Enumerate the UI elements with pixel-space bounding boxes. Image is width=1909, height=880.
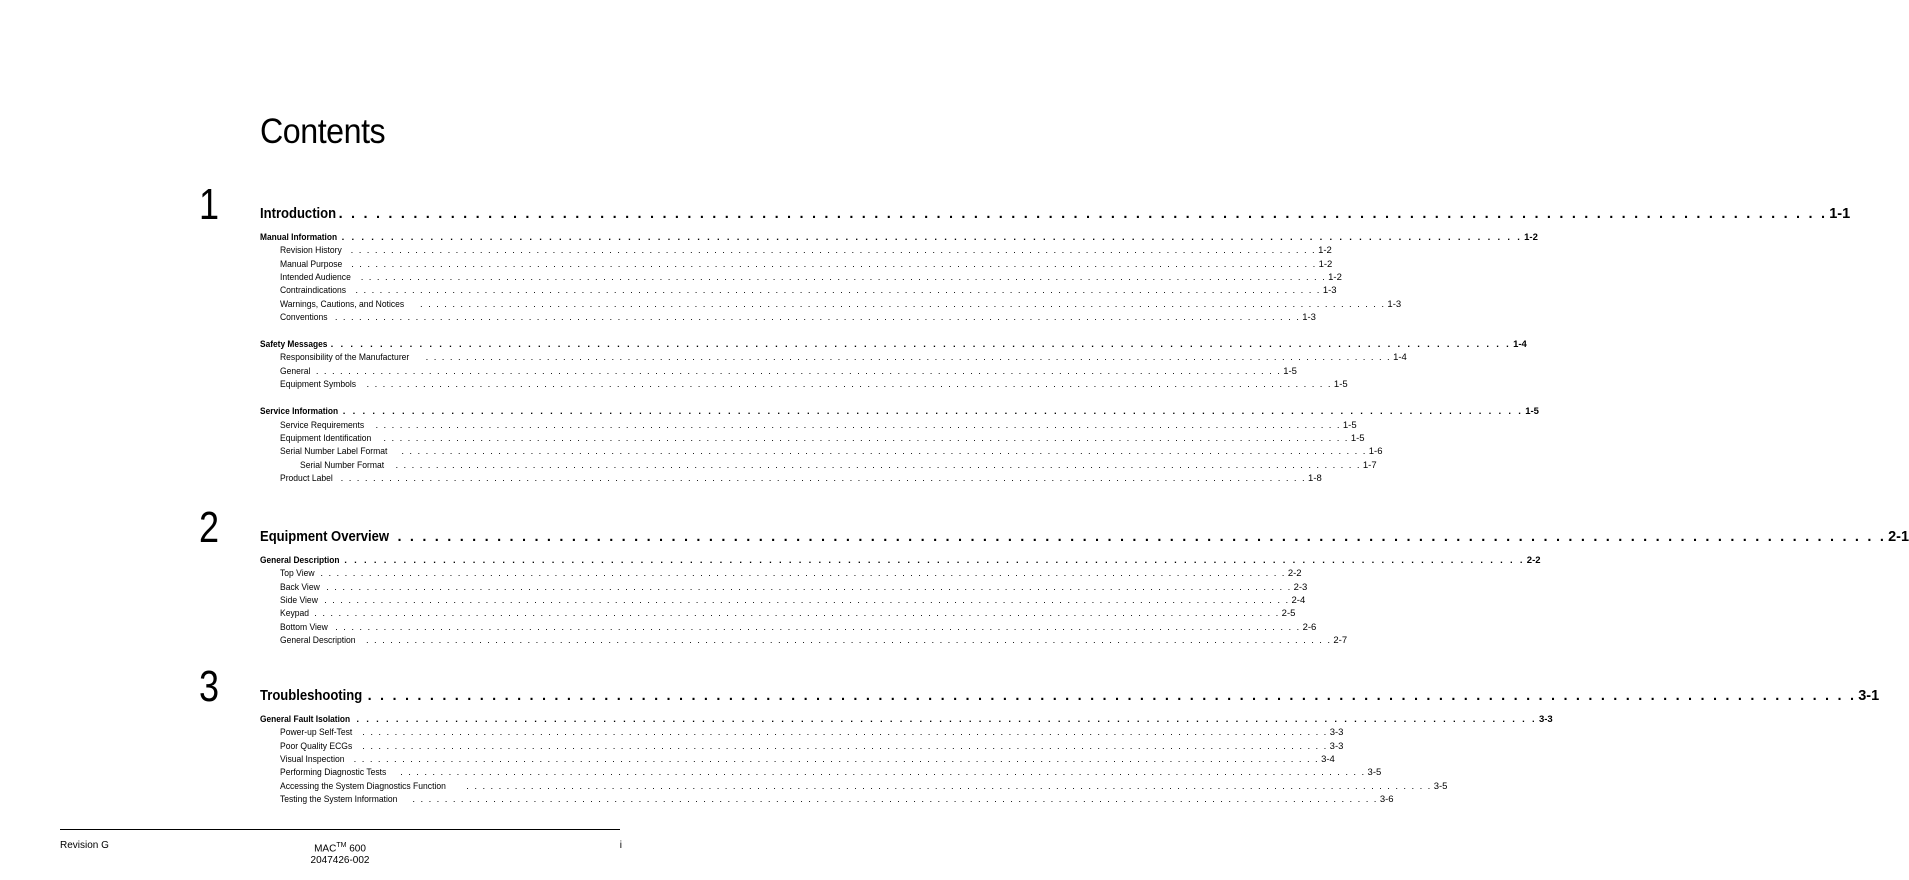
toc-subsection-entry[interactable] [280,472,1322,484]
toc-entry-title: Side View [280,594,318,606]
toc-entry-page: 3-5 [1367,767,1382,779]
toc-entry-title: Product Label [280,472,333,484]
chapter-number: 3 [199,662,220,711]
toc-entry-title: Bottom View [280,621,328,633]
toc-entry-title: General Description [260,555,340,566]
dot-leader: . . . . . . . . . . . . . . . . . . . . . . . . . . . . . . . . . . . . . . . . . . . . . . . . . . . . . . . . . . . . . . . . . . . . . . . . . . . . . . . . . . . . . . . . . . . . . . . . . . . . . . . . . . . . . . . . . . . . . . . . [335,621,1301,633]
toc-subsection-entry[interactable] [280,379,1348,390]
toc-subsection-entry[interactable] [280,608,1296,620]
toc-entry-title: Service Information [260,406,339,418]
toc-entry-page: 1-3 [1322,285,1337,297]
dot-leader: . . . . . . . . . . . . . . . . . . . . . . . . . . . . . . . . . . . . . . . . . . . . . . . . . . . . . . . . . . . . . . . . . . . . . . . . . . . . . . . . . . . . . . . . . . . . . . . . . . . . . . . . . . . . . . . . . . . . . . . . [356,714,1537,725]
toc-section-entry[interactable] [260,339,1527,351]
chapter-number: 2 [199,503,220,552]
dot-leader: . . . . . . . . . . . . . . . . . . . . . . . . . . . . . . . . . . . . . . . . . . . . . . . . . . . . . . . . . . . . . . . . . . . . . . . . . . . . . . . . . . . . . . . . . . . . . . . . . . . . . . . . . . . . . . . . . . . . . . . . [342,406,1524,418]
toc-subsection-entry[interactable] [280,311,1316,323]
toc-entry-page: 3-5 [1433,780,1448,792]
dot-leader: . . . . . . . . . . . . . . . . . . . . . . . . . . . . . . . . . . . . . . . . . . . . . . . . . . . . . . . . . . . . . . . . . . . . . . . . . . . . . . . . . . . . . . . . . . . . . . . . . . . . . . . . . . . . . . . . . . . . . . . . [344,555,1525,566]
toc-entry-page: 3-3 [1329,727,1344,739]
toc-entry-title: General Fault Isolation [260,714,351,725]
toc-subsection-entry[interactable] [280,767,1382,779]
dot-leader: . . . . . . . . . . . . . . . . . . . . . . . . . . . . . . . . . . . . . . . . . . . . . . . . . . . . . . . . . . . . . . . . . . . . . . . . . . . . . . . . . . . . . . . . . . . . . . . . . . . . . . . . . . . . . . . . . . . . . . . . [362,727,1328,739]
toc-entry-title: Warnings, Cautions, and Notices [280,298,405,310]
toc-entry-page: 1-2 [1318,245,1332,257]
toc-subsection-entry[interactable] [280,727,1344,739]
toc-subsection-entry[interactable] [280,621,1317,633]
toc-entry-page: 3-3 [1329,740,1344,752]
toc-entry-title: Serial Number Format [300,459,385,471]
toc-subsection-entry[interactable] [280,568,1302,580]
footer-page-number: i [619,840,622,851]
toc-section-entry[interactable] [260,555,1541,566]
toc-entry-page: 3-4 [1321,753,1335,765]
dot-leader: . . . . . . . . . . . . . . . . . . . . . . . . . . . . . . . . . . . . . . . . . . . . . . . . . . . . . . . . . . . . . . . . . . . . . . . . . . . . . . . . . . . . . . . . . . . . . . . . . . . . . . . . . . . . . . . . . . . . . . . . [383,432,1349,444]
dot-leader: . . . . . . . . . . . . . . . . . . . . . . . . . . . . . . . . . . . . . . . . . . . . . . . . . . . . . . . . . . . . . . . . . . . . . . . . . . . . . . . . . . . . . . . . . . . . . . . . . . . . . . . . . . . . . . . . . . . . . . . . [351,258,1317,270]
toc-entry-page: 1-3 [1302,311,1316,323]
toc-subsection-entry[interactable] [280,285,1337,297]
toc-entry-title: Visual Inspection [280,753,345,765]
toc-entry-title: Responsibility of the Manufacturer [280,352,410,364]
toc-entry-title: Equipment Symbols [280,379,357,390]
toc-entry-page: 1-1 [1829,206,1851,222]
toc-entry-page: 2-2 [1526,555,1541,566]
toc-entry-title: Revision History [280,245,342,257]
toc-entry-page: 1-3 [1387,298,1402,310]
dot-leader: . . . . . . . . . . . . . . . . . . . . . . . . . . . . . . . . . . . . . . . . . . . . . . . . . . . . . . . . . . . . . . . . . . . . . . . . . . . . . . . . . . . . . . . . . . . . . . . . . . . . . . . . . . . . . . . . . . . . . . . . [367,688,1857,704]
toc-entry-title: Power-up Self-Test [280,727,353,739]
toc-entry-title: Serial Number Label Format [280,446,388,458]
toc-entry-page: 2-4 [1291,594,1306,606]
toc-chapter-entry[interactable] [260,206,1851,222]
footer-product [280,840,400,867]
toc-subsection-entry[interactable] [300,459,1377,471]
dot-leader: . . . . . . . . . . . . . . . . . . . . . . . . . . . . . . . . . . . . . . . . . . . . . . . . . . . . . . . . . . . . . . . . . . . . . . . . . . . . . . . . . . . . . . . . . . . . . . . . . . . . . . . . . . . . . . . . . . . . . . . . [466,780,1432,792]
dot-leader: . . . . . . . . . . . . . . . . . . . . . . . . . . . . . . . . . . . . . . . . . . . . . . . . . . . . . . . . . . . . . . . . . . . . . . . . . . . . . . . . . . . . . . . . . . . . . . . . . . . . . . . . . . . . . . . . . . . . . . . . [314,608,1280,620]
toc-entry-page: 1-5 [1333,379,1348,390]
toc-entry-page: 1-8 [1308,472,1322,484]
footer-part-number: 2047426-002 [310,855,370,867]
toc-subsection-entry[interactable] [280,780,1448,792]
toc-entry-title: Equipment Overview [260,529,390,545]
toc-entry-page: 2-5 [1281,608,1296,620]
toc-entry-title: General [280,365,311,377]
toc-entry-title: Service Requirements [280,419,365,431]
dot-leader: . . . . . . . . . . . . . . . . . . . . . . . . . . . . . . . . . . . . . . . . . . . . . . . . . . . . . . . . . . . . . . . . . . . . . . . . . . . . . . . . . . . . . . . . . . . . . . . . . . . . . . . . . . . . . . . . . . . . . . . . [315,365,1282,377]
dot-leader: . . . . . . . . . . . . . . . . . . . . . . . . . . . . . . . . . . . . . . . . . . . . . . . . . . . . . . . . . . . . . . . . . . . . . . . . . . . . . . . . . . . . . . . . . . . . . . . . . . . . . . . . . . . . . . . . . . . . . . . . [353,753,1320,765]
toc-entry-page: 3-3 [1538,714,1553,725]
toc-entry-page: 1-5 [1342,419,1357,431]
toc-entry-page: 2-1 [1888,529,1909,545]
toc-entry-title: Troubleshooting [260,688,363,704]
toc-subsection-entry[interactable] [280,245,1332,257]
dot-leader: . . . . . . . . . . . . . . . . . . . . . . . . . . . . . . . . . . . . . . . . . . . . . . . . . . . . . . . . . . . . . . . . . . . . . . . . . . . . . . . . . . . . . . . . . . . . . . . . . . . . . . . . . . . . . . . . . . . . . . . . [340,472,1307,484]
toc-subsection-entry[interactable] [280,271,1342,283]
toc-entry-title: Contraindications [280,285,347,297]
toc-subsection-entry[interactable] [280,634,1348,646]
toc-subsection-entry[interactable] [280,594,1306,606]
toc-entry-title: Poor Quality ECGs [280,740,353,752]
toc-subsection-entry[interactable] [280,365,1297,377]
toc-entry-title: Intended Audience [280,271,351,283]
footer-divider [60,829,620,830]
toc-entry-title: Safety Messages [260,339,328,351]
dot-leader: . . . . . . . . . . . . . . . . . . . . . . . . . . . . . . . . . . . . . . . . . . . . . . . . . . . . . . . . . . . . . . . . . . . . . . . . . . . . . . . . . . . . . . . . . . . . . . . . . . . . . . . . . . . . . . . . . . . . . . . . [320,568,1286,580]
dot-leader: . . . . . . . . . . . . . . . . . . . . . . . . . . . . . . . . . . . . . . . . . . . . . . . . . . . . . . . . . . . . . . . . . . . . . . . . . . . . . . . . . . . . . . . . . . . . . . . . . . . . . . . . . . . . . . . . . . . . . . . . [420,298,1386,310]
toc-entry-title: Introduction [260,206,337,222]
toc-entry-page: 3-6 [1379,793,1394,805]
dot-leader: . . . . . . . . . . . . . . . . . . . . . . . . . . . . . . . . . . . . . . . . . . . . . . . . . . . . . . . . . . . . . . . . . . . . . . . . . . . . . . . . . . . . . . . . . . . . . . . . . . . . . . . . . . . . . . . . . . . . . . . . [366,379,1332,390]
toc-entry-title: Accessing the System Diagnostics Function [280,780,446,792]
dot-leader: . . . . . . . . . . . . . . . . . . . . . . . . . . . . . . . . . . . . . . . . . . . . . . . . . . . . . . . . . . . . . . . . . . . . . . . . . . . . . . . . . . . . . . . . . . . . . . . . . . . . . . . . . . . . . . . . . . . . . . . . [375,419,1341,431]
toc-entry-title: Manual Information [260,232,338,243]
dot-leader: . . . . . . . . . . . . . . . . . . . . . . . . . . . . . . . . . . . . . . . . . . . . . . . . . . . . . . . . . . . . . . . . . . . . . . . . . . . . . . . . . . . . . . . . . . . . . . . . . . . . . . . . . . . . . . . . . . . . . . . . [425,352,1392,364]
toc-entry-page: 2-3 [1293,581,1308,593]
dot-leader: . . . . . . . . . . . . . . . . . . . . . . . . . . . . . . . . . . . . . . . . . . . . . . . . . . . . . . . . . . . . . . . . . . . . . . . . . . . . . . . . . . . . . . . . . . . . . . . . . . . . . . . . . . . . . . . . . . . . . . . . [365,634,1332,646]
dot-leader: . . . . . . . . . . . . . . . . . . . . . . . . . . . . . . . . . . . . . . . . . . . . . . . . . . . . . . . . . . . . . . . . . . . . . . . . . . . . . . . . . . . . . . . . . . . . . . . . . . . . . . . . . . . . . . . . . . . . . . . . [362,740,1328,752]
page-title: Contents [260,112,386,151]
toc-section-entry[interactable] [260,406,1539,418]
toc-entry-page: 1-2 [1524,232,1538,243]
toc-subsection-entry[interactable] [280,298,1402,310]
dot-leader: . . . . . . . . . . . . . . . . . . . . . . . . . . . . . . . . . . . . . . . . . . . . . . . . . . . . . . . . . . . . . . . . . . . . . . . . . . . . . . . . . . . . . . . . . . . . . . . . . . . . . . . . . . . . . . . . . . . . . . . . [355,285,1321,297]
toc-entry-title: Testing the System Information [280,793,398,805]
toc-entry-page: 1-4 [1393,352,1407,364]
footer-product-model: 600 [349,843,366,855]
toc-entry-page: 3-1 [1858,688,1880,704]
dot-leader: . . . . . . . . . . . . . . . . . . . . . . . . . . . . . . . . . . . . . . . . . . . . . . . . . . . . . . . . . . . . . . . . . . . . . . . . . . . . . . . . . . . . . . . . . . . . . . . . . . . . . . . . . . . . . . . . . . . . . . . . [341,232,1523,243]
toc-chapter-entry[interactable] [260,529,1909,545]
dot-leader: . . . . . . . . . . . . . . . . . . . . . . . . . . . . . . . . . . . . . . . . . . . . . . . . . . . . . . . . . . . . . . . . . . . . . . . . . . . . . . . . . . . . . . . . . . . . . . . . . . . . . . . . . . . . . . . . . . . . . . . . [395,459,1361,471]
dot-leader: . . . . . . . . . . . . . . . . . . . . . . . . . . . . . . . . . . . . . . . . . . . . . . . . . . . . . . . . . . . . . . . . . . . . . . . . . . . . . . . . . . . . . . . . . . . . . . . . . . . . . . . . . . . . . . . . . . . . . . . . [330,339,1512,351]
dot-leader: . . . . . . . . . . . . . . . . . . . . . . . . . . . . . . . . . . . . . . . . . . . . . . . . . . . . . . . . . . . . . . . . . . . . . . . . . . . . . . . . . . . . . . . . . . . . . . . . . . . . . . . . . . . . . . . . . . . . . . . . [397,529,1887,545]
toc-entry-page: 1-2 [1328,271,1342,283]
dot-leader: . . . . . . . . . . . . . . . . . . . . . . . . . . . . . . . . . . . . . . . . . . . . . . . . . . . . . . . . . . . . . . . . . . . . . . . . . . . . . . . . . . . . . . . . . . . . . . . . . . . . . . . . . . . . . . . . . . . . . . . . [334,311,1301,323]
dot-leader: . . . . . . . . . . . . . . . . . . . . . . . . . . . . . . . . . . . . . . . . . . . . . . . . . . . . . . . . . . . . . . . . . . . . . . . . . . . . . . . . . . . . . . . . . . . . . . . . . . . . . . . . . . . . . . . . . . . . . . . . [360,271,1327,283]
toc-subsection-entry[interactable] [280,432,1365,444]
toc-entry-page: 1-6 [1368,446,1383,458]
toc-entry-page: 1-4 [1513,339,1527,351]
dot-leader: . . . . . . . . . . . . . . . . . . . . . . . . . . . . . . . . . . . . . . . . . . . . . . . . . . . . . . . . . . . . . . . . . . . . . . . . . . . . . . . . . . . . . . . . . . . . . . . . . . . . . . . . . . . . . . . . . . . . . . . . [324,594,1290,606]
toc-subsection-entry[interactable] [280,740,1344,752]
toc-entry-title: Conventions [280,311,328,323]
toc-entry-title: Keypad [280,608,310,620]
toc-entry-page: 2-2 [1287,568,1302,580]
dot-leader: . . . . . . . . . . . . . . . . . . . . . . . . . . . . . . . . . . . . . . . . . . . . . . . . . . . . . . . . . . . . . . . . . . . . . . . . . . . . . . . . . . . . . . . . . . . . . . . . . . . . . . . . . . . . . . . . . . . . . . . . [326,581,1292,593]
toc-subsection-entry[interactable] [280,258,1333,270]
dot-leader: . . . . . . . . . . . . . . . . . . . . . . . . . . . . . . . . . . . . . . . . . . . . . . . . . . . . . . . . . . . . . . . . . . . . . . . . . . . . . . . . . . . . . . . . . . . . . . . . . . . . . . . . . . . . . . . . . . . . . . . . [412,793,1378,805]
toc-entry-page: 1-5 [1350,432,1365,444]
toc-entry-title: Top View [280,568,315,580]
toc-chapter-entry[interactable] [260,688,1880,704]
toc-entry-page: 1-2 [1318,258,1333,270]
dot-leader: . . . . . . . . . . . . . . . . . . . . . . . . . . . . . . . . . . . . . . . . . . . . . . . . . . . . . . . . . . . . . . . . . . . . . . . . . . . . . . . . . . . . . . . . . . . . . . . . . . . . . . . . . . . . . . . . . . . . . . . . [338,206,1828,222]
dot-leader: . . . . . . . . . . . . . . . . . . . . . . . . . . . . . . . . . . . . . . . . . . . . . . . . . . . . . . . . . . . . . . . . . . . . . . . . . . . . . . . . . . . . . . . . . . . . . . . . . . . . . . . . . . . . . . . . . . . . . . . . [401,446,1367,458]
toc-entry-page: 2-7 [1333,634,1348,646]
toc-entry-title: Performing Diagnostic Tests [280,767,387,779]
toc-subsection-entry[interactable] [280,419,1357,431]
dot-leader: . . . . . . . . . . . . . . . . . . . . . . . . . . . . . . . . . . . . . . . . . . . . . . . . . . . . . . . . . . . . . . . . . . . . . . . . . . . . . . . . . . . . . . . . . . . . . . . . . . . . . . . . . . . . . . . . . . . . . . . . [400,767,1366,779]
toc-subsection-entry[interactable] [280,446,1383,458]
toc-subsection-entry[interactable] [280,581,1308,593]
toc-entry-title: Equipment Identification [280,432,372,444]
toc-entry-page: 2-6 [1302,621,1317,633]
footer-revision: Revision G [60,840,109,851]
toc-section-entry[interactable] [260,232,1538,243]
toc-entry-title: Manual Purpose [280,258,343,270]
dot-leader: . . . . . . . . . . . . . . . . . . . . . . . . . . . . . . . . . . . . . . . . . . . . . . . . . . . . . . . . . . . . . . . . . . . . . . . . . . . . . . . . . . . . . . . . . . . . . . . . . . . . . . . . . . . . . . . . . . . . . . . . [350,245,1317,257]
chapter-number: 1 [199,180,220,229]
toc-subsection-entry[interactable] [280,793,1394,805]
toc-entry-page: 1-5 [1283,365,1297,377]
toc-subsection-entry[interactable] [280,352,1407,364]
toc-subsection-entry[interactable] [280,753,1335,765]
footer-product-name: MAC [314,843,337,855]
footer-trademark: TM [336,842,347,849]
toc-entry-page: 1-7 [1362,459,1377,471]
toc-section-entry[interactable] [260,714,1553,725]
toc-entry-title: Back View [280,581,320,593]
toc-entry-page: 1-5 [1525,406,1539,418]
toc-entry-title: General Description [280,634,356,646]
